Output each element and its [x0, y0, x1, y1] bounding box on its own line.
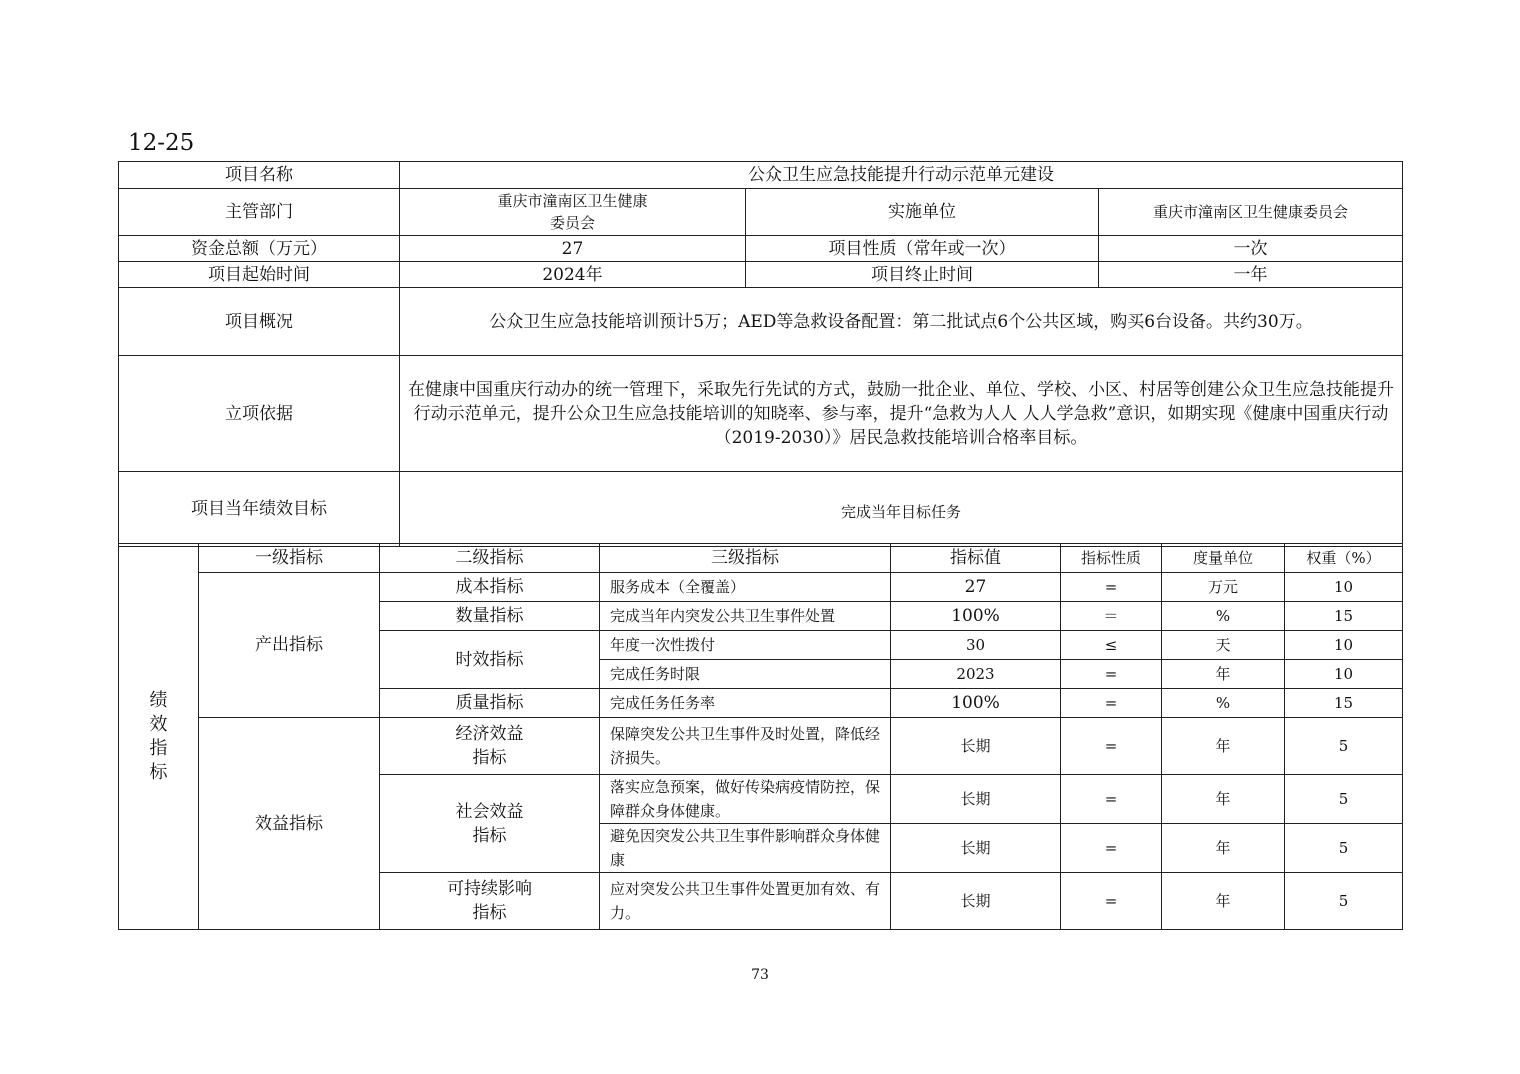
- page-number: 73: [751, 967, 769, 983]
- metric-level3: 落实应急预案，做好传染病疫情防控，保障群众身体健康。: [600, 775, 891, 824]
- metric-level2-line1: 经济效益: [455, 724, 524, 744]
- header-level2: 二级指标: [380, 544, 600, 573]
- metric-unit: %: [1162, 689, 1285, 718]
- metric-unit: 年: [1162, 873, 1285, 930]
- side-label-char: 绩: [149, 689, 168, 711]
- implementing-unit-value: 重庆市潼南区卫生健康委员会: [1099, 189, 1403, 236]
- metric-weight: 10: [1285, 631, 1403, 660]
- metric-value: 长期: [891, 718, 1061, 775]
- project-name-value: 公众卫生应急技能提升行动示范单元建设: [400, 162, 1403, 189]
- metric-level2: 成本指标: [380, 573, 600, 602]
- header-level1: 一级指标: [199, 544, 380, 573]
- goal-row: [119, 472, 1403, 547]
- metric-level2-line1: 可持续影响: [447, 879, 532, 899]
- metric-weight: 5: [1285, 873, 1403, 930]
- metric-value: 长期: [891, 873, 1061, 930]
- metric-level3: 完成当年内突发公共卫生事件处置: [600, 602, 891, 631]
- metric-value: 27: [891, 573, 1061, 602]
- metric-level3: 应对突发公共卫生事件处置更加有效、有力。: [600, 873, 891, 930]
- metric-level2: 数量指标: [380, 602, 600, 631]
- metric-level2-line2: 指标: [472, 825, 507, 846]
- metric-nature: ≤: [1061, 631, 1162, 660]
- project-nature-label: 项目性质（常年或一次）: [746, 236, 1099, 262]
- project-name-label: 项目名称: [119, 162, 400, 189]
- amount-row: [119, 236, 1403, 262]
- metric-unit: 年: [1162, 718, 1285, 775]
- start-time-value: 2024年: [400, 262, 746, 288]
- metric-value: 长期: [891, 775, 1061, 824]
- metric-level2: [380, 718, 600, 775]
- metric-unit: 天: [1162, 631, 1285, 660]
- header-value: 指标值: [891, 544, 1061, 573]
- metric-level3: 完成任务任务率: [600, 689, 891, 718]
- metric-nature: =: [1061, 573, 1162, 602]
- department-label: 主管部门: [119, 189, 400, 236]
- project-info-table: [118, 161, 1403, 547]
- output-indicator-label: 产出指标: [199, 573, 380, 718]
- metric-level3: 保障突发公共卫生事件及时处置，降低经济损失。: [600, 718, 891, 775]
- summary-row: [119, 288, 1403, 356]
- header-weight: 权重（%）: [1285, 544, 1403, 573]
- end-time-label: 项目终止时间: [746, 262, 1099, 288]
- metric-weight: 5: [1285, 775, 1403, 824]
- metric-unit: 年: [1162, 660, 1285, 689]
- metric-unit: 年: [1162, 824, 1285, 873]
- metric-weight: 10: [1285, 660, 1403, 689]
- side-label-char: 指: [149, 737, 168, 759]
- metric-row: [119, 573, 1403, 602]
- basis-label: 立项依据: [119, 356, 400, 472]
- metric-unit: 年: [1162, 775, 1285, 824]
- metric-level2: 质量指标: [380, 689, 600, 718]
- metric-value: 100%: [891, 602, 1061, 631]
- project-nature-value: 一次: [1099, 236, 1403, 262]
- metric-value: 100%: [891, 689, 1061, 718]
- metric-weight: 10: [1285, 573, 1403, 602]
- metric-nature: =: [1061, 718, 1162, 775]
- performance-metrics-table: [118, 543, 1403, 930]
- metric-nature: =: [1061, 824, 1162, 873]
- document-code: 12-25: [128, 130, 195, 156]
- metric-unit: %: [1162, 602, 1285, 631]
- metric-level2-line1: 社会效益: [455, 801, 524, 822]
- metric-weight: 15: [1285, 689, 1403, 718]
- metric-row: [119, 718, 1403, 775]
- side-label-char: 效: [149, 713, 168, 735]
- amount-value: 27: [400, 236, 746, 262]
- metric-level3: 完成任务时限: [600, 660, 891, 689]
- header-unit: 度量单位: [1162, 544, 1285, 573]
- department-value: [400, 189, 746, 236]
- metric-weight: 15: [1285, 602, 1403, 631]
- metric-weight: 5: [1285, 718, 1403, 775]
- metric-nature: ＝: [1061, 602, 1162, 631]
- metric-level2-line2: 指标: [472, 903, 507, 923]
- metric-level2-line2: 指标: [472, 748, 507, 768]
- header-nature: 指标性质: [1061, 544, 1162, 573]
- metric-unit: 万元: [1162, 573, 1285, 602]
- metric-nature: =: [1061, 775, 1162, 824]
- header-level3: 三级指标: [600, 544, 891, 573]
- project-name-row: [119, 162, 1403, 189]
- metric-level3: 服务成本（全覆盖）: [600, 573, 891, 602]
- basis-row: [119, 356, 1403, 472]
- summary-label: 项目概况: [119, 288, 400, 356]
- goal-label: 项目当年绩效目标: [119, 472, 400, 547]
- metrics-header-row: [119, 544, 1403, 573]
- department-row: [119, 189, 1403, 236]
- metric-level2: [380, 775, 600, 873]
- metric-level3: 年度一次性拨付: [600, 631, 891, 660]
- metric-level3: 避免因突发公共卫生事件影响群众身体健康: [600, 824, 891, 873]
- benefit-indicator-label: 效益指标: [199, 718, 380, 930]
- period-row: [119, 262, 1403, 288]
- metric-nature: =: [1061, 660, 1162, 689]
- metric-nature: =: [1061, 689, 1162, 718]
- metrics-side-label: [119, 544, 199, 930]
- metric-nature: =: [1061, 873, 1162, 930]
- amount-label: 资金总额（万元）: [119, 236, 400, 262]
- start-time-label: 项目起始时间: [119, 262, 400, 288]
- metric-value: 长期: [891, 824, 1061, 873]
- implementing-unit-label: 实施单位: [746, 189, 1099, 236]
- basis-value: 在健康中国重庆行动办的统一管理下，采取先行先试的方式，鼓励一批企业、单位、学校、小区、村居等创建公众卫生应急技能提升行动示范单元，提升公众卫生应急技能培训的知晓率、参与率，提升“急救为人人 人人学急救”意识，如期实现《健康中国重庆行动（2019-2030）》居民急救技能培训合格率目标。: [400, 356, 1403, 472]
- metric-level2: 时效指标: [380, 631, 600, 689]
- summary-value: 公众卫生应急技能培训预计5万；AED等急救设备配置：第二批试点6个公共区域，购买6台设备。共约30万。: [400, 288, 1403, 356]
- department-value-line1: 重庆市潼南区卫生健康: [497, 192, 648, 210]
- metric-value: 2023: [891, 660, 1061, 689]
- metric-weight: 5: [1285, 824, 1403, 873]
- side-label-char: 标: [149, 761, 168, 783]
- metric-value: 30: [891, 631, 1061, 660]
- metric-level2: [380, 873, 600, 930]
- goal-value: 完成当年目标任务: [400, 472, 1403, 547]
- department-value-line2: 委员会: [549, 214, 595, 232]
- end-time-value: 一年: [1099, 262, 1403, 288]
